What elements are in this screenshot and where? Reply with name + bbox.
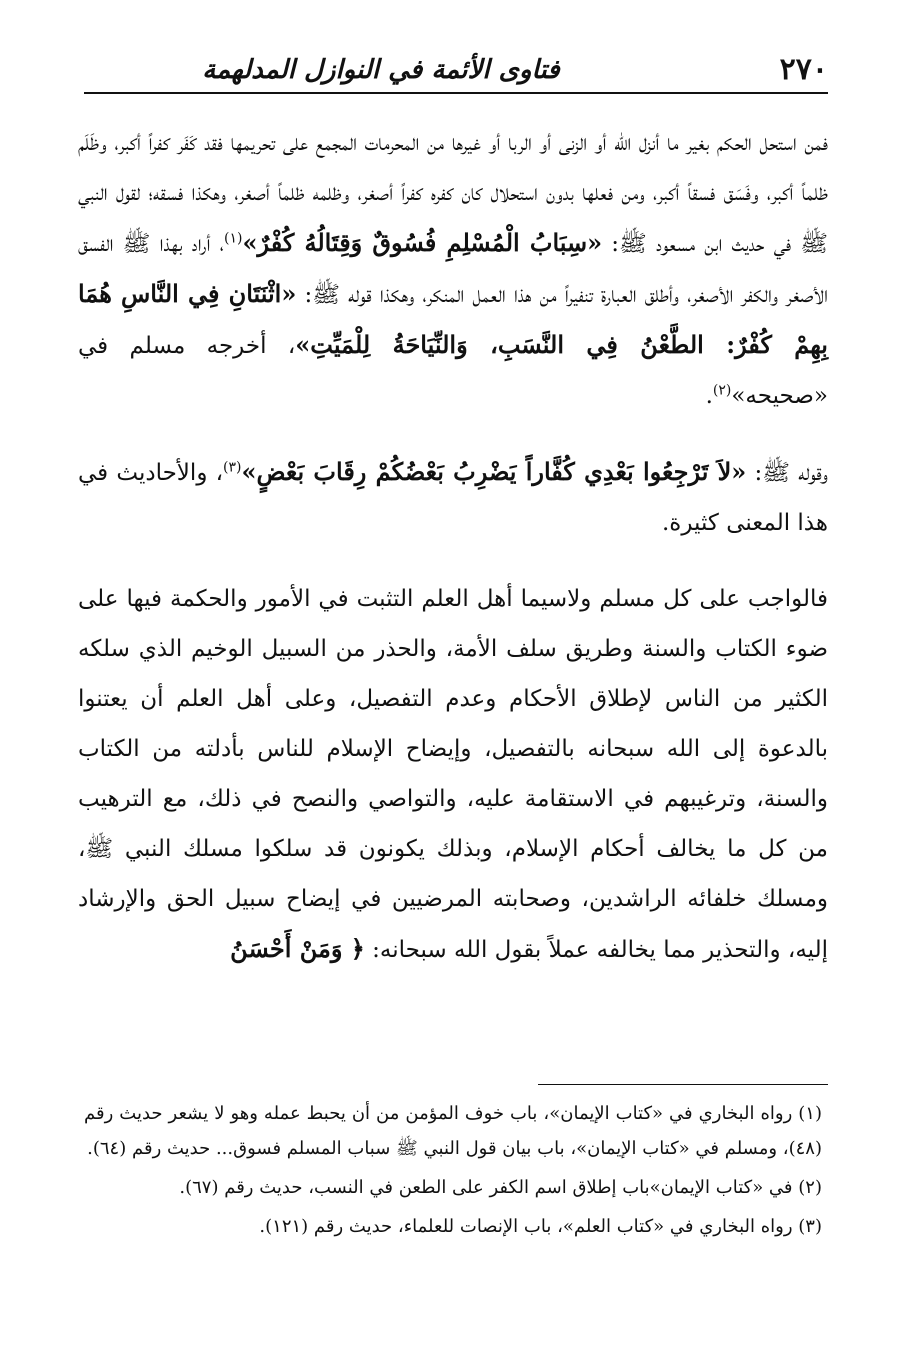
footnotes (84, 1096, 822, 1248)
paragraph-2 (78, 447, 828, 548)
paragraph-2-text-b: ، والأحاديث في هذا المعنى كثيرة. (78, 460, 828, 536)
footnote-ref-1: (١) (224, 230, 243, 247)
paragraph-1-text-a: فمن استحل الحكم بغير ما أنزل الله أو الزنى أو الربا أو غيرها من المحرمات المجمع على تحريمها فقد كَفَر كفراً أكبر، وظَلَم ظلماً أكبر، وفَسَق فسقاً أكبر، ومن فعلها بدون استحلال كان كفره كفراً أصغر، وظلمه ظلماً أصغر، وهكذا فسقه؛ لقول النبي ﷺ في حديث ابن مسعود ﷺ: (78, 130, 829, 257)
footnote-ref-2: (٢) (712, 382, 732, 399)
paragraph-1 (78, 118, 828, 421)
paragraph-1-text-d: . (705, 383, 713, 409)
footnote-2: (٢) في «كتاب الإيمان»باب إطلاق اسم الكفر على الطعن في النسب، حديث رقم (٦٧). (179, 1177, 822, 1198)
paragraph-1-text-b: ، أراد بهذا ﷺ الفسق الأصغر والكفر الأصغر، وأطلق العبارة تنفيراً من هذا العمل المنكر، وهكذا قوله ﷺ: (78, 231, 828, 308)
quran-verse-start: ﴿ وَمَنْ أَحْسَنُ (230, 934, 365, 963)
footnote-ref-3: (٣) (223, 459, 242, 476)
footnote-separator (538, 1084, 828, 1085)
paragraph-2-text-a: وقوله ﷺ: (746, 460, 829, 486)
main-text (78, 118, 828, 987)
page-number: ٢٧٠ (779, 52, 828, 87)
paragraph-1-text-c: ، أخرجه مسلم في «صحيحه» (78, 333, 828, 409)
footnote-1: (١) رواه البخاري في «كتاب الإيمان»، باب خوف المؤمن من أن يحبط عمله وهو لا يشعر حديث رقم (٤٨)، ومسلم في «كتاب الإيمان»، باب بيان قول النبي ﷺ سباب المسلم فسوق... حديث رقم (٦٤). (84, 1103, 822, 1159)
paragraph-3-text: فالواجب على كل مسلم ولاسيما أهل العلم التثبت في الأمور والحكمة فيها على ضوء الكتاب والسنة وطريق سلف الأمة، والحذر من السبيل الوخيم الذي سلكه الكثير من الناس لإطلاق الأحكام وعدم التفصيل، وعلى أهل العلم أن يعتنوا بالدعوة إلى الله سبحانه بالتفصيل، وإيضاح الإسلام للناس بأدلته من الكتاب والسنة، وترغيبهم في الاستقامة عليه، والتواصي والنصح في ذلك، مع الترهيب من كل ما يخالف أحكام الإسلام، وبذلك يكونون قد سلكوا مسلك النبي ﷺ، ومسلك خلفائه الراشدين، وصحابته المرضيين في إيضاح سبيل الحق والإرشاد إليه، والتحذير مما يخالفه عملاً بقول الله سبحانه: (78, 586, 828, 963)
footnote-3: (٣) رواه البخاري في «كتاب العلم»، باب الإنصات للعلماء، حديث رقم (١٢١). (259, 1216, 822, 1237)
hadith-2: «اثْنَتَانِ فِي النَّاسِ هُمَا بِهِمْ كُفْرٌ: الطَّعْنُ فِي النَّسَبِ، وَالنِّيَاحَةُ لِلْمَيِّتِ» (78, 279, 828, 359)
running-header (84, 48, 828, 94)
hadith-1: «سِبَابُ الْمُسْلِمِ فُسُوقٌ وَقِتَالُهُ كُفْرٌ» (242, 228, 603, 257)
hadith-3: «لاَ تَرْجِعُوا بَعْدِي كُفَّاراً يَضْرِبُ بَعْضُكُمْ رِقَابَ بَعْضٍ» (241, 457, 747, 486)
paragraph-3 (78, 574, 828, 975)
book-title: فتاوى الأئمة في النوازل المدلهمة (202, 55, 560, 85)
